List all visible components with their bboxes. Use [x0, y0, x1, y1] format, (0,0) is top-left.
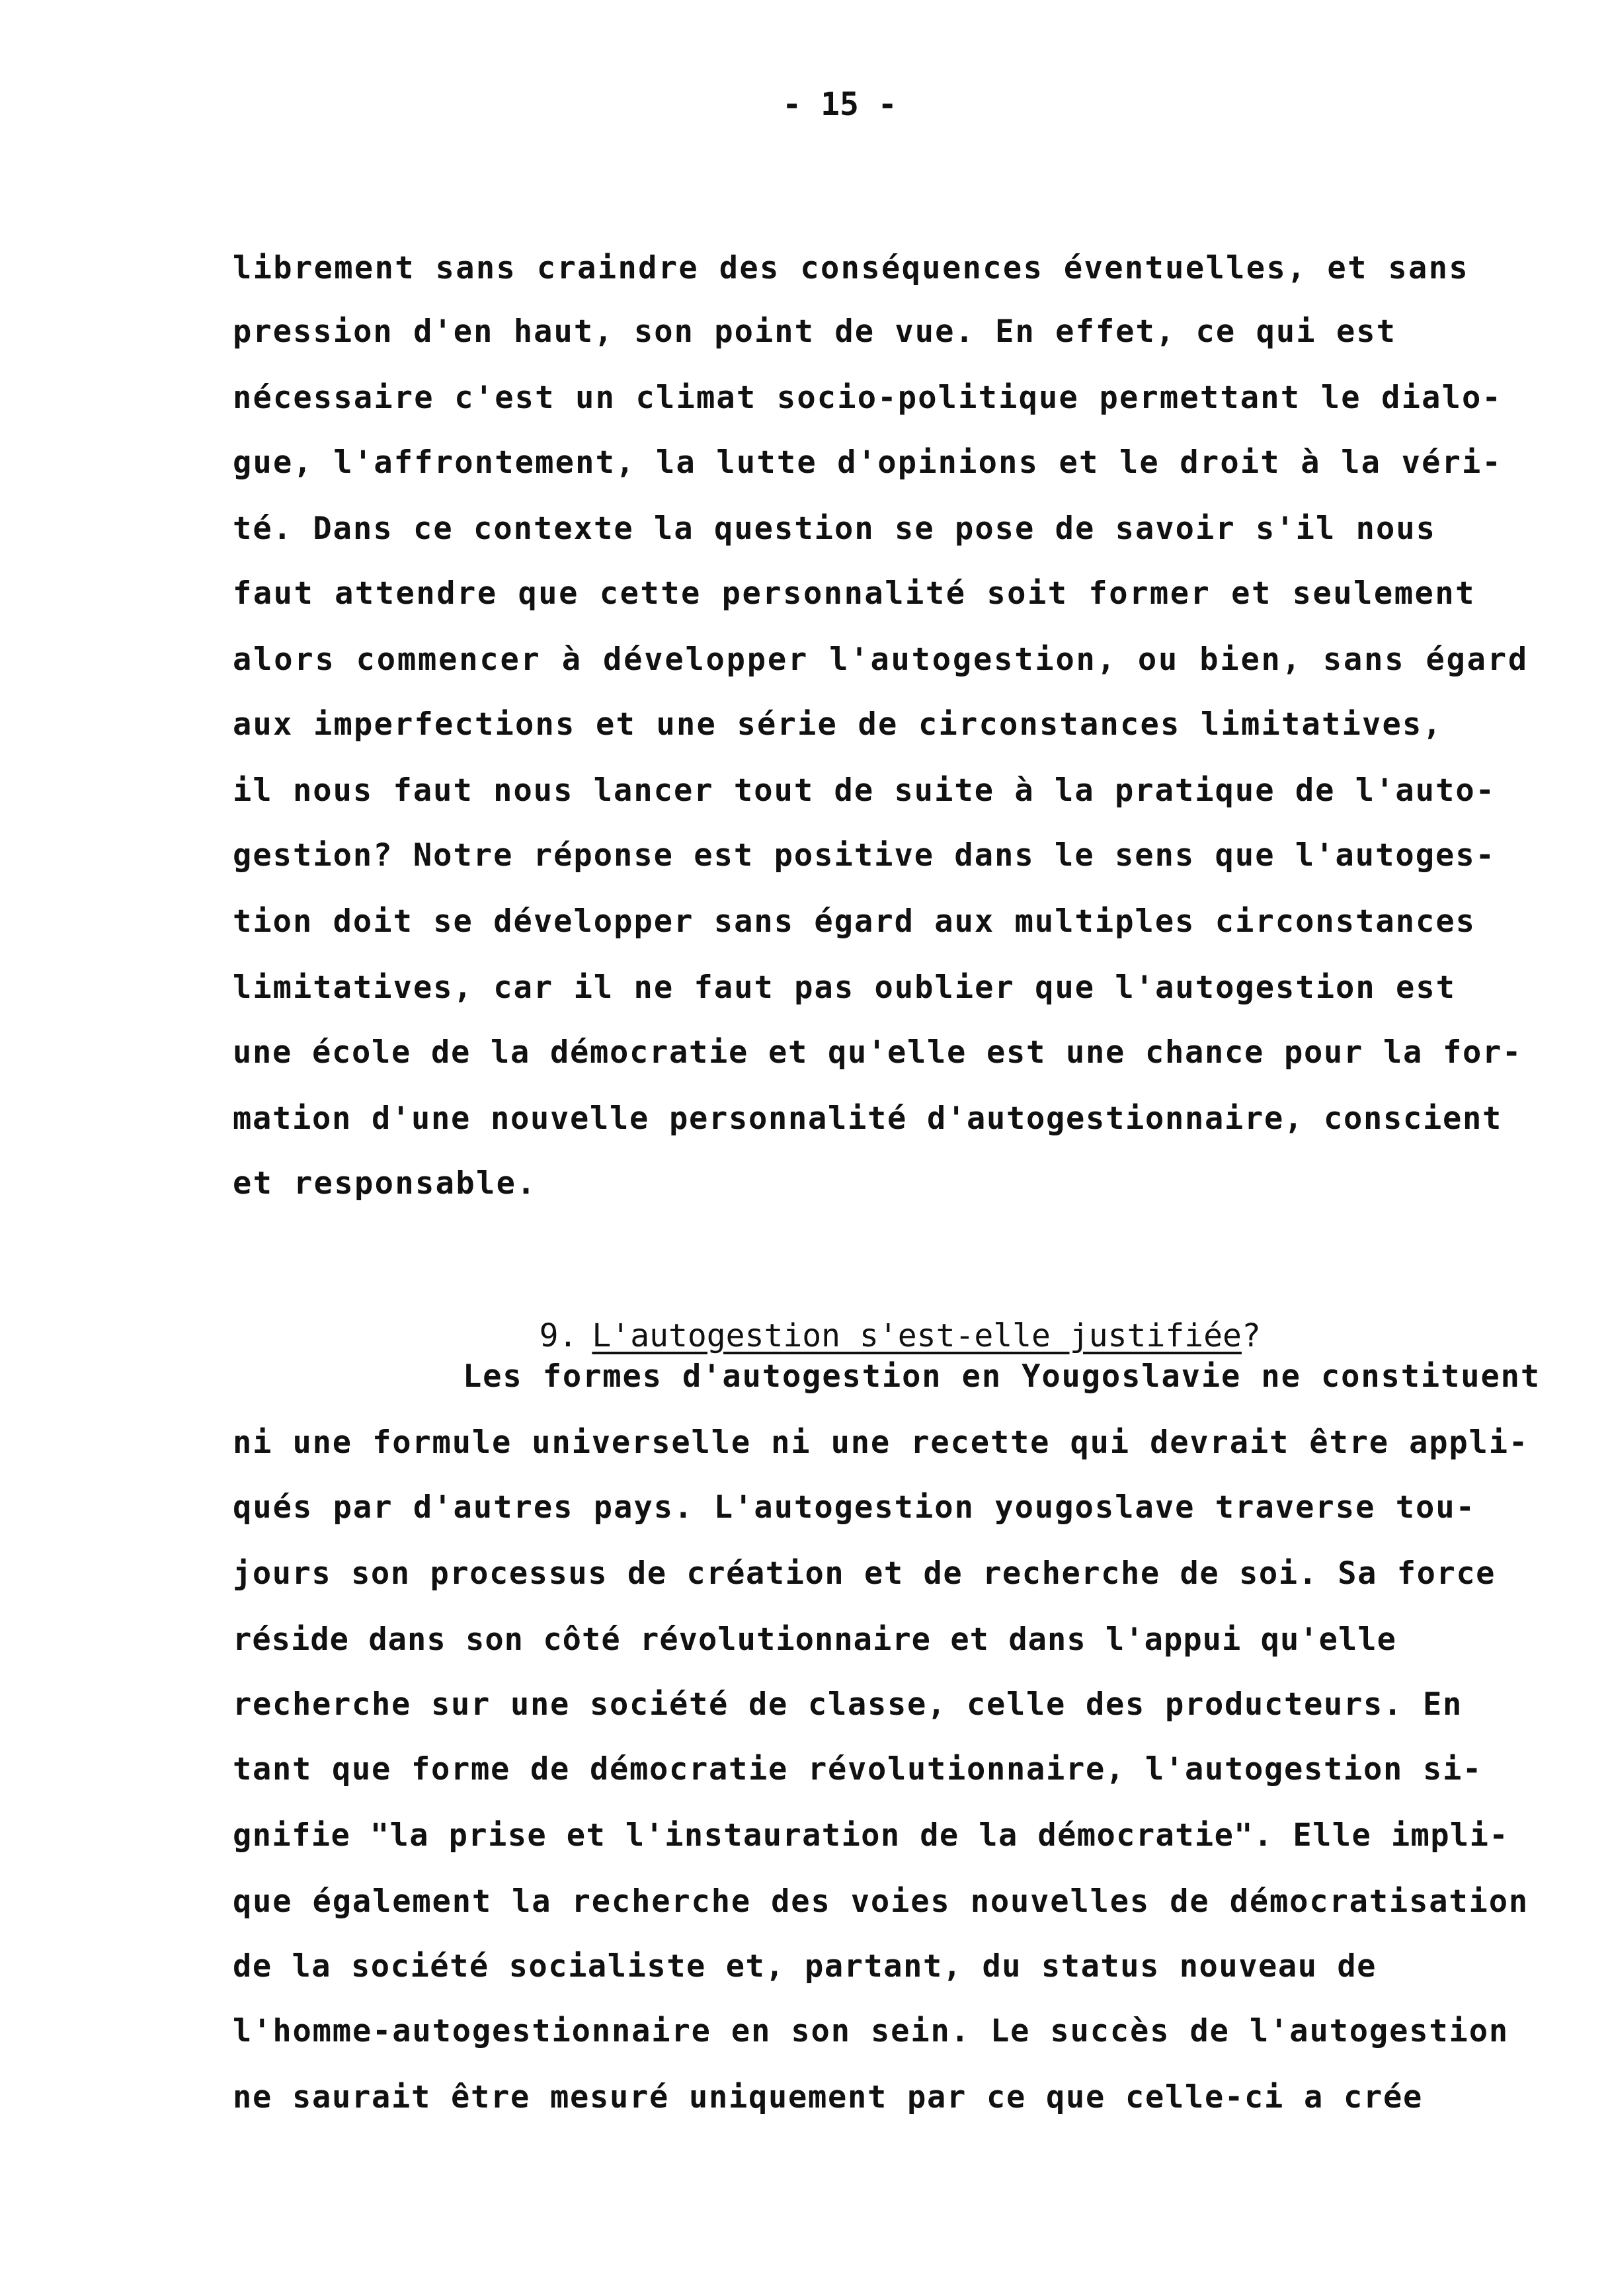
- text-line: que également la recherche des voies nouvelles de démocratisation: [233, 1883, 1529, 1920]
- text-line: de la société socialiste et, partant, du status nouveau de: [233, 1948, 1377, 1985]
- text-line: jours son processus de création et de recherche de soi. Sa force: [233, 1555, 1496, 1592]
- text-line: ne saurait être mesuré uniquement par ce que celle-ci a crée: [233, 2079, 1423, 2115]
- text-line: alors commencer à développer l'autogestion, ou bien, sans égard: [233, 641, 1529, 678]
- text-line: l'homme-autogestionnaire en son sein. Le succès de l'autogestion: [233, 2013, 1509, 2049]
- text-line: recherche sur une société de classe, celle des producteurs. En: [233, 1686, 1463, 1723]
- page-number: - 15 -: [782, 86, 897, 123]
- section-title-mark: ?: [1241, 1317, 1261, 1354]
- text-line: mation d'une nouvelle personnalité d'autogestionnaire, conscient: [233, 1100, 1502, 1137]
- text-line: une école de la démocratie et qu'elle est une chance pour la for-: [233, 1034, 1522, 1071]
- text-line: qués par d'autres pays. L'autogestion yougoslave traverse tou-: [233, 1489, 1476, 1526]
- text-line: pression d'en haut, son point de vue. En effet, ce qui est: [233, 313, 1396, 350]
- text-line: gnifie "la prise et l'instauration de la démocratie". Elle impli-: [233, 1817, 1509, 1854]
- text-line: il nous faut nous lancer tout de suite à la pratique de l'auto-: [233, 772, 1496, 809]
- text-line: ni une formule universelle ni une recette qui devrait être appli-: [233, 1424, 1529, 1461]
- text-line: librement sans craindre des conséquences éventuelles, et sans: [233, 250, 1469, 286]
- text-line: gue, l'affrontement, la lutte d'opinions et le droit à la véri-: [233, 444, 1502, 481]
- text-line: tion doit se développer sans égard aux multiples circonstances: [233, 903, 1476, 940]
- text-line: Les formes d'autogestion en Yougoslavie ne constituent: [463, 1358, 1541, 1395]
- text-line: té. Dans ce contexte la question se pose de savoir s'il nous: [233, 511, 1436, 547]
- text-line: faut attendre que cette personnalité soit former et seulement: [233, 575, 1476, 612]
- text-line: aux imperfections et une série de circonstances limitatives,: [233, 706, 1443, 743]
- text-line: et responsable.: [233, 1165, 537, 1202]
- section-number: 9.: [539, 1317, 578, 1354]
- section-title: L'autogestion s'est-elle justifiée: [592, 1317, 1242, 1354]
- text-line: limitatives, car il ne faut pas oublier que l'autogestion est: [233, 969, 1456, 1006]
- text-line: gestion? Notre réponse est positive dans le sens que l'autoges-: [233, 837, 1496, 874]
- text-line: nécessaire c'est un climat socio-politique permettant le dialo-: [233, 380, 1502, 416]
- section-heading: [463, 1256, 1261, 1354]
- text-line: réside dans son côté révolutionnaire et dans l'appui qu'elle: [233, 1621, 1396, 1658]
- text-line: tant que forme de démocratie révolutionnaire, l'autogestion si-: [233, 1751, 1482, 1787]
